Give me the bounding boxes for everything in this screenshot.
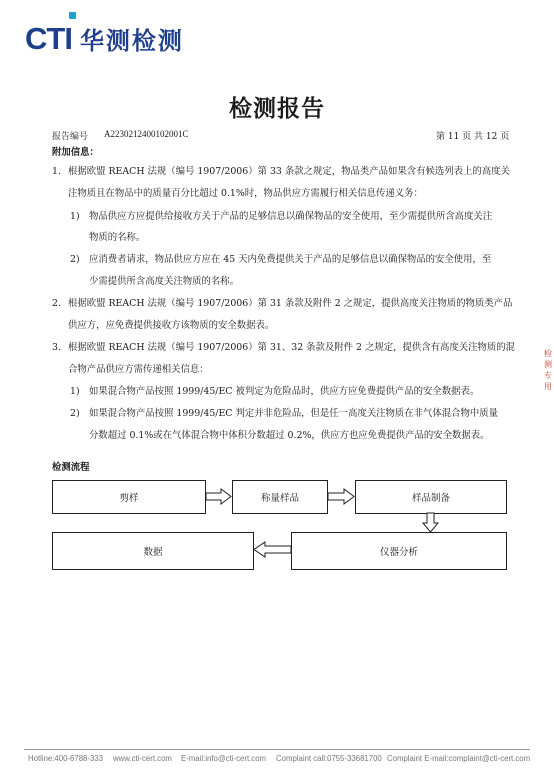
logo-dot-icon (69, 12, 76, 19)
logo-cn-text: 华测检测 (79, 26, 184, 55)
p3-line1: 根据欧盟 REACH 法规（编号 1907/2006）第 31、32 条款及附件 2 之规定，提供含有高度关注物质的混 (68, 342, 515, 353)
p3-sub1-line1: 如果混合物产品按照 1999/45/EC 被判定为危险品时，供应方应免费提供产品的安全数据表。 (89, 386, 480, 397)
arrow-right-icon (205, 488, 233, 505)
p1-number: 1. (52, 166, 61, 177)
footer-website[interactable]: www.cti-cert.com (113, 754, 172, 763)
footer-complaint-email[interactable]: Complaint E-mail:complaint@cti-cert.com (387, 754, 531, 763)
p1-sub2-number: 2) (70, 254, 80, 265)
footer-hotline: Hotline:400-6788-333 (28, 754, 103, 763)
test-flow-heading: 检测流程 (52, 462, 90, 473)
p2-line1: 根据欧盟 REACH 法规（编号 1907/2006）第 31 条款及附件 2 之规定，提供高度关注物质的物质类产品 (68, 298, 513, 309)
p1-sub2-line2: 少需提供所含高度关注物质的名称。 (89, 276, 240, 287)
p2-number: 2. (52, 298, 61, 309)
p3-sub2-line1: 如果混合物产品按照 1999/45/EC 判定并非危险品，但是任一高度关注物质在非气体混合物中质量 (89, 408, 498, 419)
p3-number: 3. (52, 342, 61, 353)
flow-step-weigh (232, 480, 328, 514)
p1-line2: 注物质且在物品中的质量百分比超过 0.1%时，物品供应方需履行相关信息传递义务： (68, 188, 423, 199)
arrow-right-icon (327, 488, 356, 505)
flow-step-cut-label: 剪样 (119, 493, 139, 504)
flow-step-weigh-label: 称量样品 (260, 493, 299, 504)
flow-step-prep (355, 480, 507, 514)
flow-step-instrument (291, 532, 507, 570)
flow-step-data-label: 数据 (143, 547, 163, 558)
footer-complaint-call: Complaint call:0755-33681700 (276, 754, 382, 763)
arrow-down-icon (422, 512, 439, 533)
page-info: 第 11 页 共 12 页 (436, 132, 510, 142)
stamp-text: 检测专用 (544, 349, 552, 391)
report-number-label: 报告编号 (52, 132, 89, 142)
p1-sub1-number: 1) (70, 211, 80, 222)
p2-line2: 供应方，应免费提供接收方该物质的安全数据表。 (68, 320, 275, 331)
company-logo (25, 18, 184, 58)
p3-sub2-line2: 分数超过 0.1%或在气体混合物中体积分数超过 0.2%，供应方也应免费提供产品的安全数据表。 (89, 430, 490, 441)
p3-sub2-number: 2) (70, 408, 80, 419)
flow-step-data (52, 532, 254, 570)
seal-stamp-fragment (544, 348, 554, 392)
report-title: 检测报告 (229, 96, 325, 122)
flow-step-instrument-label: 仪器分析 (379, 547, 418, 558)
logo-cti-text: CTI (25, 20, 72, 56)
p1-sub1-line2: 物质的名称。 (89, 232, 146, 243)
additional-info-heading: 附加信息： (52, 147, 99, 158)
flow-step-prep-label: 样品制备 (411, 493, 450, 504)
footer-email[interactable]: E-mail:info@cti-cert.com (181, 754, 267, 763)
p3-sub1-number: 1) (70, 386, 80, 397)
p1-sub2-line1: 应消费者请求，物品供应方应在 45 天内免费提供关于产品的足够信息以确保物品的安全使用，至 (89, 254, 492, 265)
arrow-left-icon (253, 541, 292, 558)
report-number: A2230212400102001C (104, 129, 189, 139)
flow-step-cut (52, 480, 206, 514)
p1-line1: 根据欧盟 REACH 法规（编号 1907/2006）第 33 条款之规定，物品类产品如果含有候选列表上的高度关 (68, 166, 510, 177)
p3-line2: 合物产品供应方需传递相关信息： (68, 364, 209, 375)
p1-sub1-line1: 物品供应方应提供给接收方关于产品的足够信息以确保物品的安全使用，至少需提供所含高度关注 (89, 211, 493, 222)
footer-divider (24, 749, 530, 750)
